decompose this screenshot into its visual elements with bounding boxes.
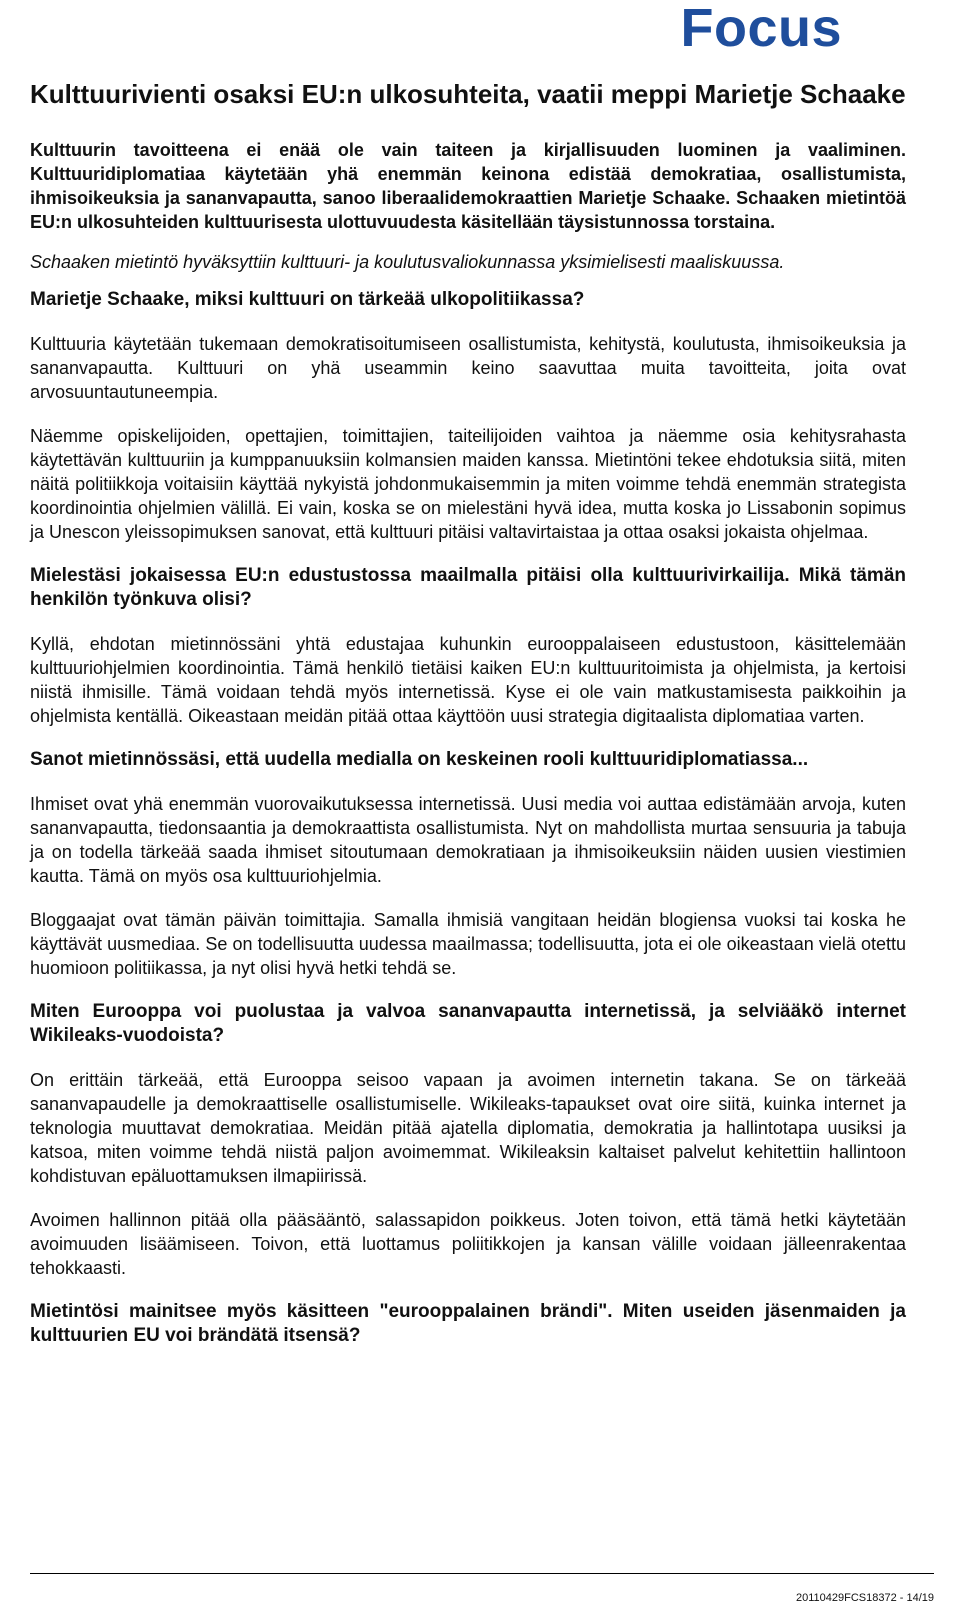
question-4: Miten Eurooppa voi puolustaa ja valvoa sananvapautta internetissä, ja selviääkö internet Wikileaks-vuodoista? — [30, 1001, 906, 1046]
article — [30, 80, 906, 1368]
article-note: Schaaken mietintö hyväksyttiin kulttuuri- ja koulutusvaliokunnassa yksimielisesti maaliskuussa. — [30, 252, 785, 272]
footer-divider — [30, 1573, 934, 1574]
article-title: Kulttuurivienti osaksi EU:n ulkosuhteita, vaatii meppi Marietje Schaake — [30, 79, 906, 109]
question-3: Sanot mietinnössäsi, että uudella medialla on keskeinen rooli kulttuuridiplomatiassa... — [30, 749, 809, 770]
answer-paragraph: Ihmiset ovat yhä enemmän vuorovaikutuksessa internetissä. Uusi media voi auttaa edistämään arvoja, kuten sananvapautta, tiedonsaantia ja demokraattista osallistumista. Nyt on mahdollista murtaa sensuuria ja tabuja ja on todella tärkeää saada ihmiset sitoutumaan demokratiaan ja ihmisoikeuksiin näiden uusien viestimien kautta. Tämä on myös osa kulttuuriohjelmia. — [30, 794, 906, 886]
question-5: Mietintösi mainitsee myös käsitteen "eurooppalainen brändi". Miten useiden jäsenmaiden ja kulttuurien EU voi brändätä itsensä? — [30, 1301, 906, 1346]
question-1: Marietje Schaake, miksi kulttuuri on tärkeää ulkopolitiikassa? — [30, 289, 585, 310]
page-footer: 20110429FCS18372 - 14/19 — [795, 1592, 934, 1604]
answer-paragraph: Avoimen hallinnon pitää olla pääsääntö, salassapidon poikkeus. Joten toivon, että tämä hetki käytetään avoimuuden lisäämiseen. Toivon, että luottamus poliitikkojen ja kansan välille voidaan jälleenrakentaa tehokkaasti. — [30, 1210, 906, 1278]
focus-logo: Focus — [680, 0, 842, 58]
question-2: Mielestäsi jokaisessa EU:n edustustossa maailmalla pitäisi olla kulttuurivirkailija. Mikä tämän henkilön työnkuva olisi? — [30, 565, 906, 610]
answer-paragraph: On erittäin tärkeää, että Eurooppa seisoo vapaan ja avoimen internetin takana. Se on tärkeää sananvapaudelle ja demokraattiselle osallistumiselle. Wikileaks-tapaukset ovat oire siitä, kuinka internet ja teknologia muuttavat demokratiaa. Meidän pitää ajatella diplomatia, demokratia ja hallintotapa uusiksi ja katsoa, miten voimme tehdä niistä paljon avoimemmat. Wikileaksin kaltaiset palvelut kehitettiin hallintoon kohdistuvan epäluottamuksen ilmapiirissä. — [30, 1070, 906, 1186]
answer-paragraph: Näemme opiskelijoiden, opettajien, toimittajien, taiteilijoiden vaihtoa ja näemme osia kehitysrahasta käytettävän kulttuuriin ja kumppanuuksiin kolmansien maiden kanssa. Mietintöni tekee ehdotuksia siitä, miten näitä politiikkoja voitaisiin käyttää nykyistä johdonmukaisemmin ja miten voimme tehdä enemmän strategista koordinointia ohjelmien välillä. Ei vain, koska se on mielestäni hyvä idea, mutta koska jo Lissabonin sopimus ja Unescon yleissopimuksen sanovat, että kulttuuri pitäisi valtavirtaistaa ja ottaa osaksi jokaista ohjelmaa. — [30, 426, 906, 542]
answer-paragraph: Kyllä, ehdotan mietinnössäni yhtä edustajaa kuhunkin eurooppalaiseen edustustoon, käsittelemään kulttuuriohjelmien koordinointia. Tämä henkilö tietäisi kaiken EU:n kulttuuritoimista ja ohjelmista, ja kertoisi niistä ihmisille. Tämä voidaan tehdä myös internetissä. Kyse ei ole vain matkustamisesta paikkoihin ja ohjelmista kentällä. Oikeastaan meidän pitää ottaa käyttöön uusi strategia digitaalista diplomatiaa varten. — [30, 634, 906, 726]
article-lead: Kulttuurin tavoitteena ei enää ole vain taiteen ja kirjallisuuden luominen ja vaaliminen. Kulttuuridiplomatiaa käytetään yhä enemmän keinona edistää demokratiaa, osallistumista, ihmisoikeuksia ja sananvapautta, sanoo liberaalidemokraattien Marietje Schaake. Schaaken mietintöä EU:n ulkosuhteiden kulttuurisesta ulottuvuudesta käsitellään täysistunnossa torstaina. — [30, 140, 906, 232]
answer-paragraph: Bloggaajat ovat tämän päivän toimittajia. Samalla ihmisiä vangitaan heidän blogiensa vuoksi tai koska he käyttävät uusmediaa. Se on todellisuutta uudessa maailmassa; todellisuutta, jota ei ole oikeastaan vielä otettu huomioon politiikassa, ja nyt olisi hyvä hetki tehdä se. — [30, 910, 906, 978]
answer-paragraph: Kulttuuria käytetään tukemaan demokratisoitumiseen osallistumista, kehitystä, koulutusta, ihmisoikeuksia ja sananvapautta. Kulttuuri on yhä useammin keino saavuttaa muita tavoitteita, joita ovat arvosuuntautuneempia. — [30, 334, 906, 402]
